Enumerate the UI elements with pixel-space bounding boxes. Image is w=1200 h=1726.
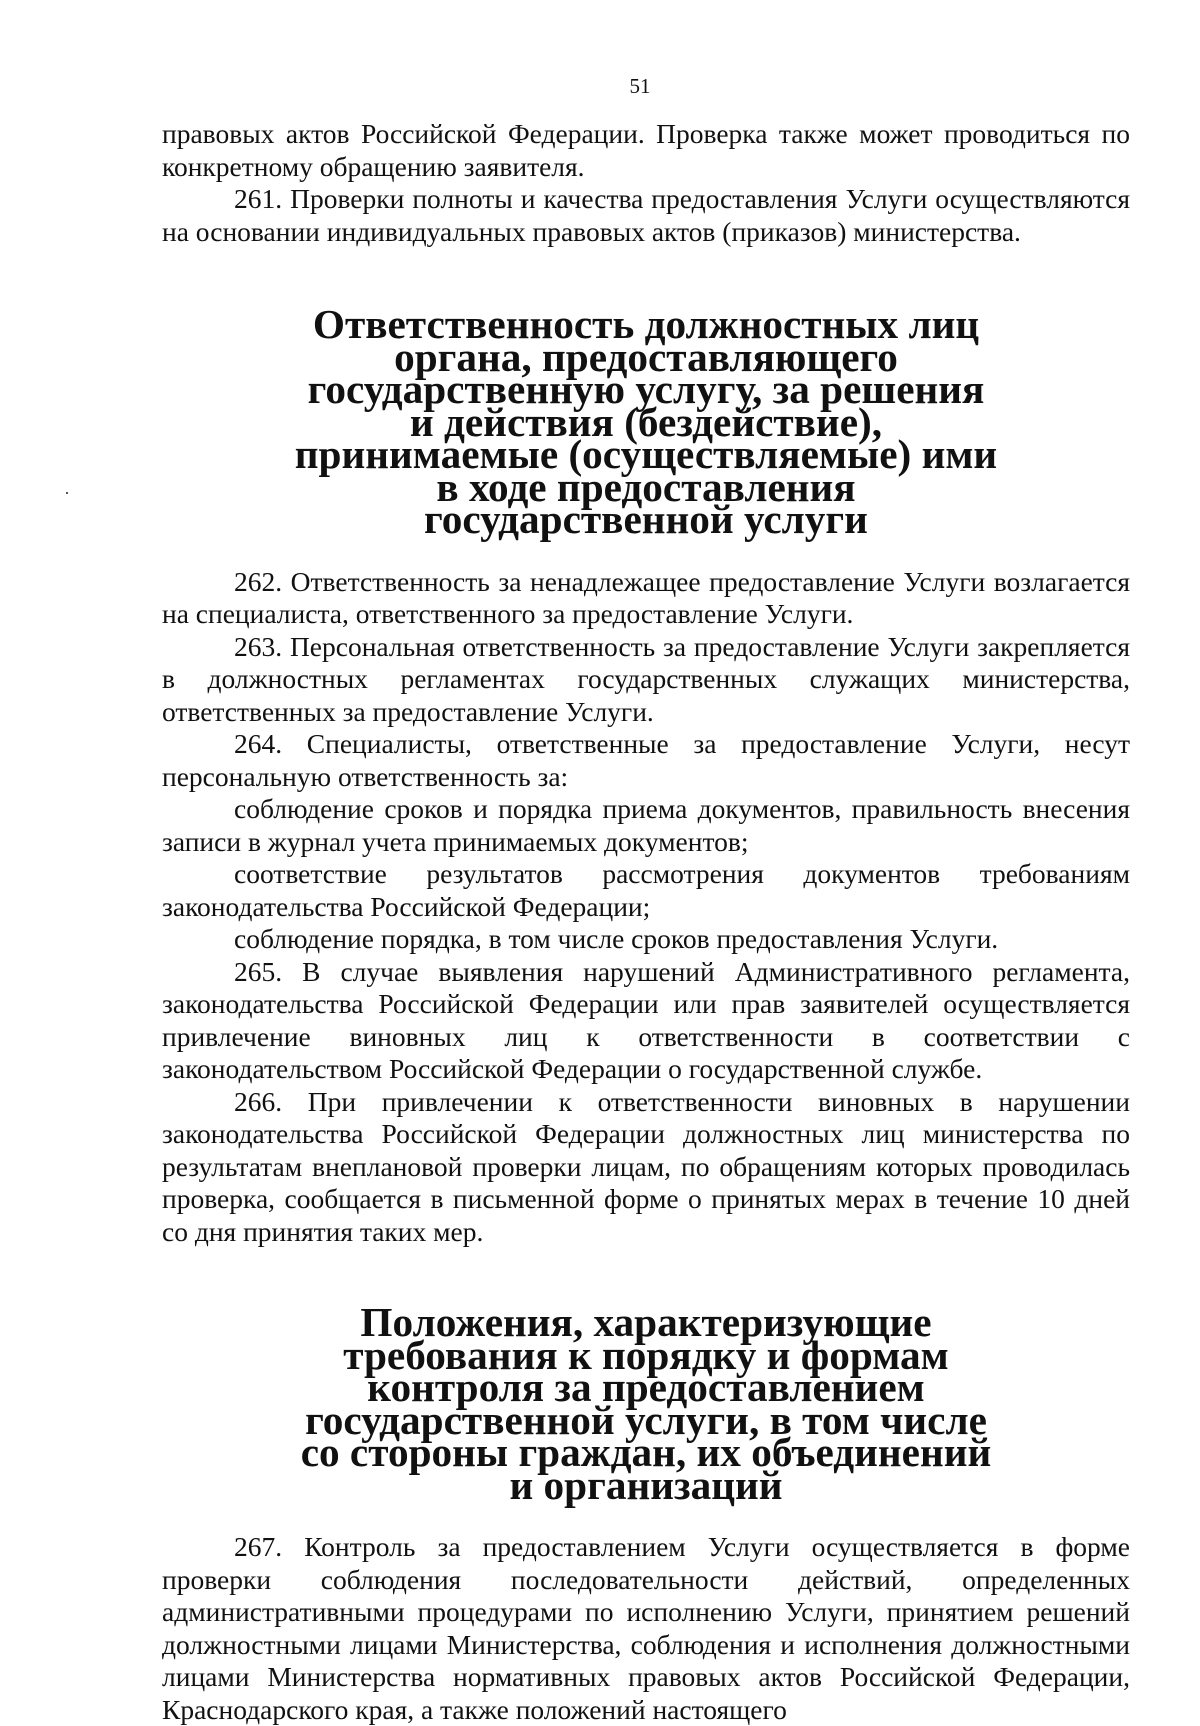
paragraph-264-item-2: соответствие результатов рассмотрения документов требованиям законодательства Российской Федерации; — [162, 858, 1130, 922]
scan-speck — [66, 492, 68, 494]
section-heading-control: Положения, характеризующие требования к порядку и формам контроля за предоставлением государственной услуги, в том числе со стороны граждан, их объединений и организаций — [300, 1299, 992, 1508]
paragraph-264: 264. Специалисты, ответственные за предоставление Услуги, несут персональную ответственность за: — [162, 728, 1130, 792]
paragraph-264-item-3: соблюдение порядка, в том числе сроков предоставления Услуги. — [234, 923, 999, 954]
paragraph-263: 263. Персональная ответственность за предоставление Услуги закрепляется в должностных регламентах государственных служащих министерства, ответственных за предоставление Услуги. — [162, 630, 1130, 727]
section-heading-responsibility: Ответственность должностных лиц органа, предоставляющего государственную услугу, за решения и действия (бездействие), принимаемые (осуществляемые) ими в ходе предоставления государственной услуги — [294, 301, 998, 542]
paragraph-262: 262. Ответственность за ненадлежащее предоставление Услуги возлагается на специалиста, ответственного за предоставление Услуги. — [162, 565, 1130, 629]
paragraph-267: 267. Контроль за предоставлением Услуги осуществляется в форме проверки соблюдения последовательности действий, определенных административными процедурами по исполнению Услуги, принятием решений должностными лицами Министерства, соблюдения и исполнения должностными лицами Министерства нормативных правовых актов Российской Федерации, Краснодарского края, а также положений настоящего — [162, 1531, 1130, 1725]
paragraph-261: 261. Проверки полноты и качества предоставления Услуги осуществляются на основании индивидуальных правовых актов (приказов) министерства. — [162, 183, 1130, 247]
paragraph-266: 266. При привлечении к ответственности виновных в нарушении законодательства Российской Федерации должностных лиц министерства по результатам внеплановой проверки лицам, по обращениям которых проводилась проверка, сообщается в письменной форме о принятых мерах в течение 10 дней со дня принятия таких мер. — [162, 1085, 1130, 1247]
paragraph-264-item-1: соблюдение сроков и порядка приема документов, правильность внесения записи в журнал учета принимаемых документов; — [162, 793, 1130, 857]
document-body — [162, 118, 1130, 1726]
paragraph-continuation: правовых актов Российской Федерации. Проверка также может проводиться по конкретному обращению заявителя. — [162, 118, 1130, 182]
page-number: 51 — [629, 74, 651, 98]
paragraph-265: 265. В случае выявления нарушений Административного регламента, законодательства Российской Федерации или прав заявителей осуществляется привлечение виновных лиц к ответственности в соответствии с законодательством Российской Федерации о государственной службе. — [162, 955, 1130, 1084]
